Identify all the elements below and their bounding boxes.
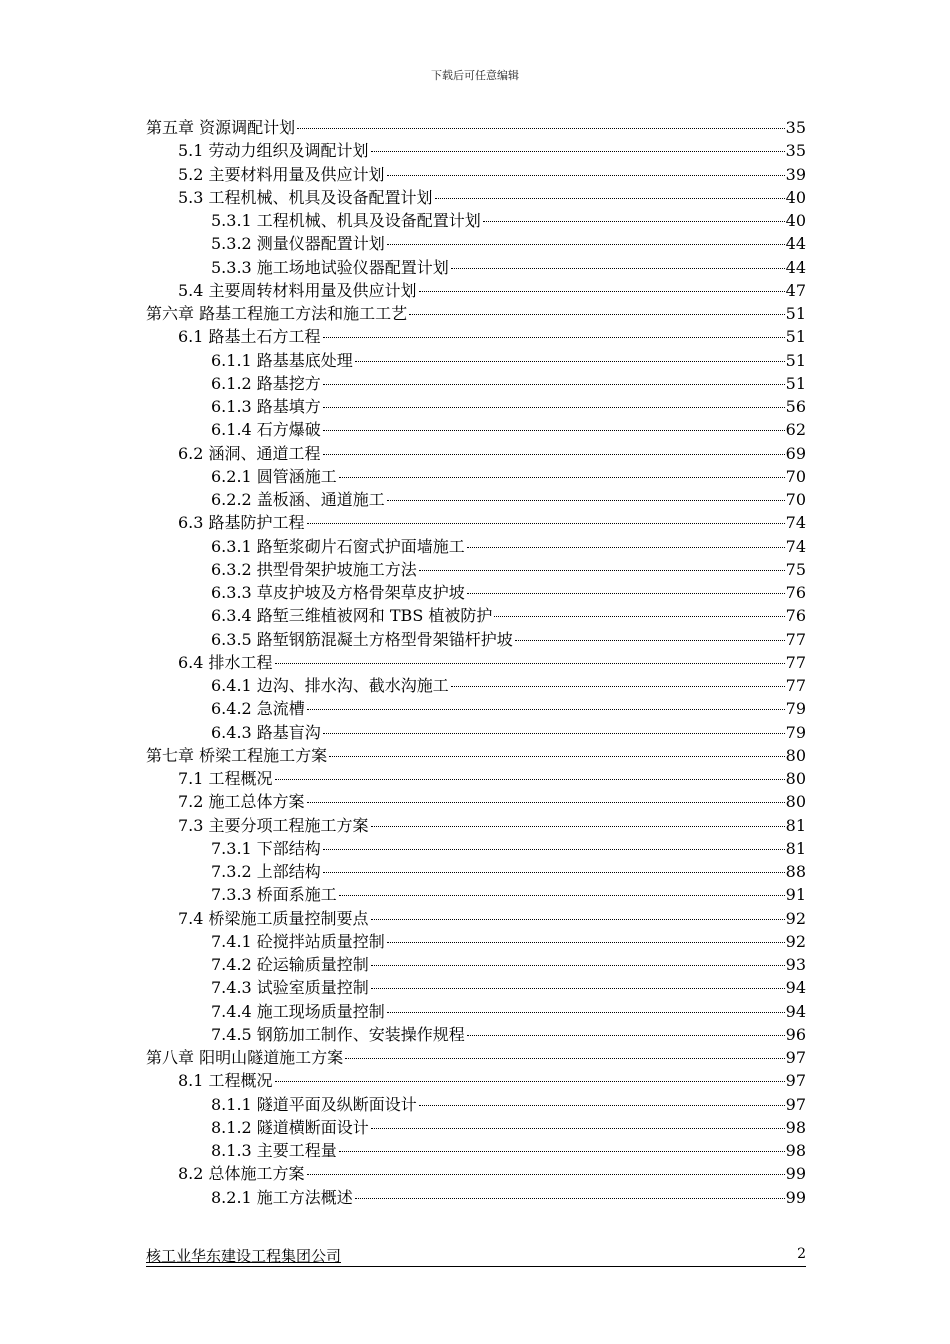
toc-entry-page: 81 bbox=[785, 815, 806, 835]
toc-entry[interactable] bbox=[146, 1162, 806, 1185]
dot-leader bbox=[275, 663, 785, 664]
dot-leader bbox=[371, 919, 785, 920]
toc-entry-page: 81 bbox=[785, 838, 806, 858]
toc-entry-page: 92 bbox=[785, 931, 806, 951]
toc-entry[interactable] bbox=[146, 1093, 806, 1116]
dot-leader bbox=[387, 1012, 785, 1013]
footer-company-name: 核工业华东建设工程集团公司 bbox=[146, 1247, 342, 1265]
toc-entry-label: 6.2.1 圆管涵施工 bbox=[211, 466, 337, 486]
toc-entry[interactable] bbox=[146, 744, 806, 767]
toc-entry-label: 7.1 工程概况 bbox=[178, 769, 273, 788]
dot-leader bbox=[275, 1081, 785, 1082]
toc-entry-page: 97 bbox=[785, 1048, 806, 1067]
toc-entry-label: 7.4.2 砼运输质量控制 bbox=[211, 955, 369, 974]
dot-leader bbox=[345, 1058, 785, 1059]
toc-entry-page: 93 bbox=[785, 955, 806, 974]
toc-entry[interactable] bbox=[146, 488, 806, 511]
toc-entry-label: 7.3.1 下部结构 bbox=[211, 838, 321, 858]
toc-entry-page: 88 bbox=[785, 862, 806, 881]
dot-leader bbox=[307, 802, 785, 803]
dot-leader bbox=[467, 547, 785, 548]
dot-leader bbox=[371, 826, 785, 827]
toc-entry-page: 62 bbox=[785, 420, 806, 440]
toc-entry-label: 6.3.5 路堑钢筋混凝土方格型骨架锚杆护坡 bbox=[211, 629, 513, 649]
dot-leader bbox=[387, 175, 785, 176]
toc-entry-label: 6.3.2 拱型骨架护坡施工方法 bbox=[211, 559, 417, 579]
dot-leader bbox=[323, 384, 785, 385]
toc-entry-label: 5.3.2 测量仪器配置计划 bbox=[211, 234, 385, 254]
dot-leader bbox=[355, 1198, 785, 1199]
toc-entry[interactable] bbox=[146, 976, 806, 999]
toc-entry[interactable] bbox=[146, 349, 806, 372]
toc-entry-page: 75 bbox=[785, 559, 806, 579]
dot-leader bbox=[409, 314, 785, 315]
toc-entry-label: 8.2.1 施工方法概述 bbox=[211, 1187, 353, 1207]
toc-entry-label: 7.3.3 桥面系施工 bbox=[211, 885, 337, 905]
toc-entry-page: 70 bbox=[785, 490, 806, 509]
toc-entry[interactable] bbox=[146, 581, 806, 604]
toc-entry-label: 6.1.4 石方爆破 bbox=[211, 420, 321, 440]
toc-entry-page: 74 bbox=[785, 536, 806, 556]
toc-entry[interactable] bbox=[146, 1116, 806, 1139]
dot-leader bbox=[494, 616, 784, 617]
toc-entry-page: 96 bbox=[785, 1024, 806, 1044]
toc-entry[interactable] bbox=[146, 465, 806, 488]
toc-entry-label: 6.3.3 草皮护坡及方格骨架草皮护坡 bbox=[211, 583, 465, 602]
dot-leader bbox=[451, 686, 785, 687]
dot-leader bbox=[297, 128, 785, 129]
toc-entry-label: 5.3.3 施工场地试验仪器配置计划 bbox=[211, 257, 449, 277]
toc-entry-page: 69 bbox=[785, 443, 806, 463]
toc-entry[interactable] bbox=[146, 256, 806, 279]
toc-entry-page: 39 bbox=[785, 164, 806, 184]
toc-entry[interactable] bbox=[146, 372, 806, 395]
toc-entry-page: 77 bbox=[785, 676, 806, 695]
dot-leader bbox=[307, 709, 785, 710]
toc-entry[interactable] bbox=[146, 418, 806, 441]
toc-entry[interactable] bbox=[146, 558, 806, 581]
toc-entry-page: 92 bbox=[785, 908, 806, 928]
toc-entry-label: 第七章 桥梁工程施工方案 bbox=[146, 745, 328, 765]
toc-entry-page: 98 bbox=[785, 1117, 806, 1137]
toc-entry[interactable] bbox=[146, 442, 806, 465]
dot-leader bbox=[419, 1105, 785, 1106]
dot-leader bbox=[451, 268, 785, 269]
toc-entry[interactable] bbox=[146, 325, 806, 348]
toc-entry[interactable] bbox=[146, 1023, 806, 1046]
toc-entry[interactable] bbox=[146, 302, 806, 325]
dot-leader bbox=[323, 337, 785, 338]
toc-entry[interactable] bbox=[146, 535, 806, 558]
toc-entry-page: 47 bbox=[785, 280, 806, 300]
toc-entry[interactable] bbox=[146, 232, 806, 255]
toc-entry-label: 6.1.2 路基挖方 bbox=[211, 373, 321, 393]
toc-entry[interactable] bbox=[146, 1139, 806, 1162]
toc-entry-label: 8.1.2 隧道横断面设计 bbox=[211, 1117, 369, 1137]
toc-entry-page: 80 bbox=[785, 745, 806, 765]
toc-entry[interactable] bbox=[146, 116, 806, 139]
toc-entry-page: 99 bbox=[785, 1164, 806, 1184]
toc-entry-page: 44 bbox=[785, 234, 806, 254]
toc-entry[interactable] bbox=[146, 279, 806, 302]
toc-entry-page: 91 bbox=[785, 885, 806, 905]
toc-entry-label: 7.4.5 钢筋加工制作、安装操作规程 bbox=[211, 1024, 465, 1044]
dot-leader bbox=[323, 454, 785, 455]
toc-entry-label: 6.3.1 路堑浆砌片石窗式护面墙施工 bbox=[211, 536, 465, 556]
toc-entry-page: 35 bbox=[785, 118, 806, 137]
toc-entry-label: 7.2 施工总体方案 bbox=[178, 792, 305, 812]
toc-entry[interactable] bbox=[146, 651, 806, 674]
toc-entry-page: 56 bbox=[785, 397, 806, 416]
toc-entry-label: 6.3 路基防护工程 bbox=[178, 513, 305, 533]
toc-entry[interactable] bbox=[146, 930, 806, 953]
toc-entry-page: 79 bbox=[785, 699, 806, 719]
dot-leader bbox=[371, 965, 785, 966]
toc-entry[interactable] bbox=[146, 628, 806, 651]
toc-entry-label: 第八章 阳明山隧道施工方案 bbox=[146, 1048, 344, 1067]
toc-entry[interactable] bbox=[146, 953, 806, 976]
toc-entry-label: 7.3 主要分项工程施工方案 bbox=[178, 815, 369, 835]
dot-leader bbox=[419, 570, 785, 571]
dot-leader bbox=[467, 1035, 785, 1036]
dot-leader bbox=[435, 198, 785, 199]
toc-entry-page: 97 bbox=[785, 1071, 806, 1091]
toc-entry-label: 7.4 桥梁施工质量控制要点 bbox=[178, 908, 369, 928]
toc-entry[interactable] bbox=[146, 163, 806, 186]
toc-entry[interactable] bbox=[146, 1046, 806, 1069]
dot-leader bbox=[371, 1128, 785, 1129]
toc-entry-page: 80 bbox=[785, 769, 806, 788]
toc-entry[interactable] bbox=[146, 814, 806, 837]
toc-entry[interactable] bbox=[146, 767, 806, 790]
dot-leader bbox=[419, 291, 785, 292]
header-note: 下载后可任意编辑 bbox=[431, 69, 519, 82]
toc-entry[interactable] bbox=[146, 209, 806, 232]
toc-entry-page: 76 bbox=[785, 606, 806, 626]
footer-divider bbox=[146, 1266, 806, 1267]
dot-leader bbox=[323, 430, 785, 431]
toc-entry[interactable] bbox=[146, 674, 806, 697]
toc-entry-label: 6.2 涵洞、通道工程 bbox=[178, 443, 321, 463]
dot-leader bbox=[339, 1151, 785, 1152]
dot-leader bbox=[323, 872, 785, 873]
dot-leader bbox=[307, 523, 785, 524]
toc-entry-page: 40 bbox=[785, 211, 806, 230]
toc-entry[interactable] bbox=[146, 604, 806, 627]
toc-entry-label: 8.1.1 隧道平面及纵断面设计 bbox=[211, 1094, 417, 1114]
dot-leader bbox=[483, 221, 785, 222]
toc-entry[interactable] bbox=[146, 1186, 806, 1209]
dot-leader bbox=[339, 895, 785, 896]
toc-entry-page: 44 bbox=[785, 257, 806, 277]
toc-entry-label: 6.1.3 路基填方 bbox=[211, 397, 321, 416]
toc-entry-page: 94 bbox=[785, 1001, 806, 1021]
toc-entry-page: 51 bbox=[785, 327, 806, 347]
dot-leader bbox=[323, 849, 785, 850]
toc-entry-label: 8.1 工程概况 bbox=[178, 1071, 273, 1091]
footer-page-number: 2 bbox=[797, 1246, 806, 1262]
toc-entry-page: 98 bbox=[785, 1141, 806, 1160]
toc-entry-page: 80 bbox=[785, 792, 806, 812]
dot-leader bbox=[307, 1174, 785, 1175]
toc-entry-page: 99 bbox=[785, 1187, 806, 1207]
toc-entry-page: 35 bbox=[785, 141, 806, 161]
toc-entry[interactable] bbox=[146, 511, 806, 534]
table-of-contents bbox=[146, 116, 806, 1209]
toc-entry-label: 6.4.3 路基盲沟 bbox=[211, 722, 321, 742]
toc-entry-label: 6.1 路基土石方工程 bbox=[178, 327, 321, 347]
toc-entry-label: 5.1 劳动力组织及调配计划 bbox=[178, 141, 369, 161]
toc-entry-page: 70 bbox=[785, 466, 806, 486]
toc-entry-label: 7.4.4 施工现场质量控制 bbox=[211, 1001, 385, 1021]
toc-entry-label: 5.4 主要周转材料用量及供应计划 bbox=[178, 280, 417, 300]
toc-entry-page: 51 bbox=[785, 373, 806, 393]
dot-leader bbox=[371, 988, 785, 989]
toc-entry-label: 6.4 排水工程 bbox=[178, 652, 273, 672]
toc-entry-page: 77 bbox=[785, 652, 806, 672]
toc-entry-label: 7.3.2 上部结构 bbox=[211, 862, 321, 881]
toc-entry[interactable] bbox=[146, 860, 806, 883]
toc-entry[interactable] bbox=[146, 837, 806, 860]
dot-leader bbox=[275, 779, 785, 780]
toc-entry-page: 77 bbox=[785, 629, 806, 649]
toc-entry-page: 79 bbox=[785, 722, 806, 742]
toc-entry-label: 7.4.3 试验室质量控制 bbox=[211, 978, 369, 998]
dot-leader bbox=[329, 756, 785, 757]
toc-entry-label: 7.4.1 砼搅拌站质量控制 bbox=[211, 931, 385, 951]
toc-entry[interactable] bbox=[146, 697, 806, 720]
dot-leader bbox=[339, 477, 785, 478]
toc-entry-page: 51 bbox=[785, 304, 806, 323]
toc-entry-label: 5.3 工程机械、机具及设备配置计划 bbox=[178, 187, 433, 207]
toc-entry[interactable] bbox=[146, 883, 806, 906]
toc-entry-label: 6.4.2 急流槽 bbox=[211, 699, 305, 719]
toc-entry[interactable] bbox=[146, 139, 806, 162]
toc-entry-label: 第五章 资源调配计划 bbox=[146, 118, 296, 137]
toc-entry-page: 51 bbox=[785, 350, 806, 370]
dot-leader bbox=[515, 640, 785, 641]
dot-leader bbox=[387, 244, 785, 245]
toc-entry-page: 40 bbox=[785, 187, 806, 207]
toc-entry-label: 6.4.1 边沟、排水沟、截水沟施工 bbox=[211, 676, 449, 695]
toc-entry[interactable] bbox=[146, 186, 806, 209]
toc-entry-label: 5.3.1 工程机械、机具及设备配置计划 bbox=[211, 211, 481, 230]
dot-leader bbox=[467, 593, 785, 594]
toc-entry-label: 6.2.2 盖板涵、通道施工 bbox=[211, 490, 385, 509]
toc-entry-label: 6.1.1 路基基底处理 bbox=[211, 350, 353, 370]
toc-entry-label: 第六章 路基工程施工方法和施工工艺 bbox=[146, 304, 408, 323]
dot-leader bbox=[387, 942, 785, 943]
dot-leader bbox=[387, 500, 785, 501]
toc-entry-page: 97 bbox=[785, 1094, 806, 1114]
toc-entry-label: 6.3.4 路堑三维植被网和 TBS 植被防护 bbox=[211, 606, 493, 626]
toc-entry[interactable] bbox=[146, 721, 806, 744]
toc-entry-page: 74 bbox=[785, 513, 806, 533]
toc-entry-page: 94 bbox=[785, 978, 806, 998]
dot-leader bbox=[371, 151, 785, 152]
toc-entry-label: 5.2 主要材料用量及供应计划 bbox=[178, 164, 385, 184]
toc-entry-label: 8.2 总体施工方案 bbox=[178, 1164, 305, 1184]
toc-entry-label: 8.1.3 主要工程量 bbox=[211, 1141, 337, 1160]
toc-entry[interactable] bbox=[146, 1069, 806, 1092]
toc-entry[interactable] bbox=[146, 1000, 806, 1023]
dot-leader bbox=[323, 407, 785, 408]
toc-entry[interactable] bbox=[146, 790, 806, 813]
dot-leader bbox=[355, 361, 785, 362]
toc-entry-page: 76 bbox=[785, 583, 806, 602]
dot-leader bbox=[323, 733, 785, 734]
toc-entry[interactable] bbox=[146, 395, 806, 418]
toc-entry[interactable] bbox=[146, 907, 806, 930]
